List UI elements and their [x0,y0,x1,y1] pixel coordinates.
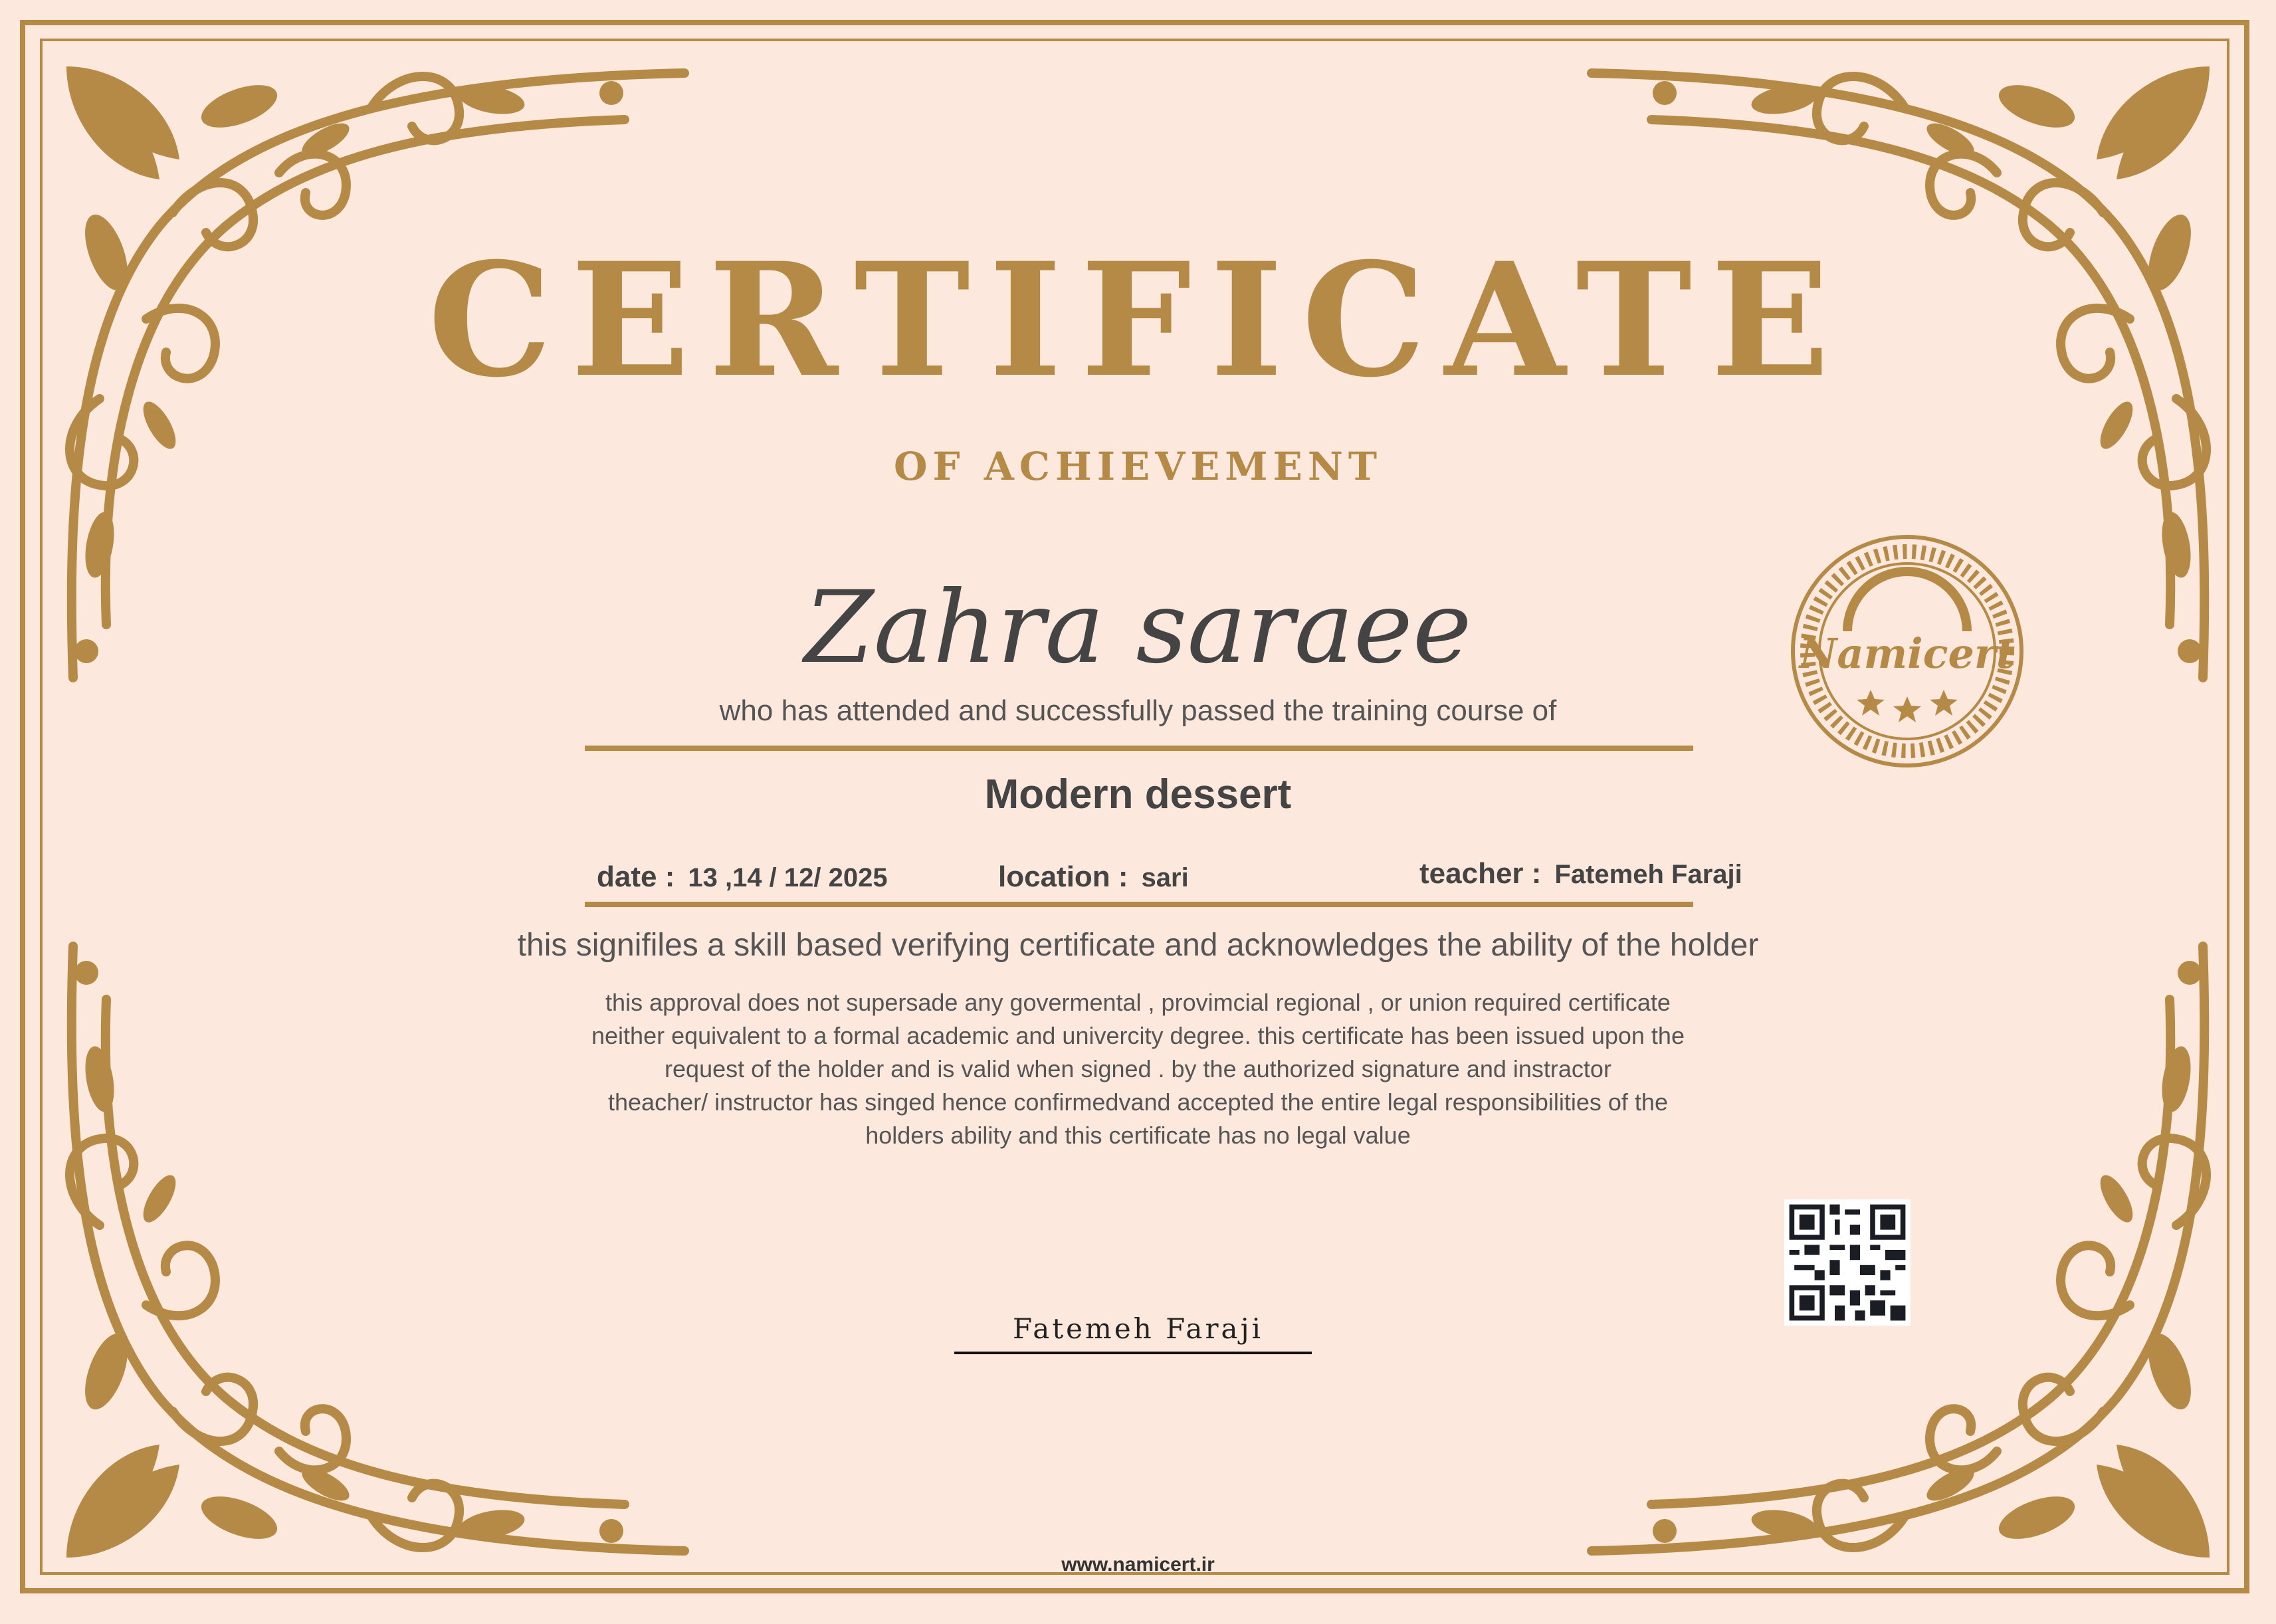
teacher-value: Fatemeh Faraji [1554,860,1742,889]
qr-code-icon[interactable] [1784,1199,1911,1326]
course-name: Modern dessert [984,771,1292,817]
date-field [597,861,888,894]
disclaimer-line: this approval does not supersade any govermental , provimcial regional , or union required certificate [605,989,1671,1016]
attended-text: who has attended and successfully passed the training course of [719,694,1557,727]
seal-brand-text: Namicert [1799,629,2016,678]
disclaimer-line: neither equivalent to a formal academic and univercity degree. this certificate has been issued upon the [591,1022,1685,1049]
certificate-subtitle: OF ACHIEVEMENT [894,444,1382,489]
teacher-field [1419,857,1742,890]
seal-stamp-icon [1788,532,2027,771]
location-label: location : [998,861,1128,893]
location-value: sari [1141,863,1189,892]
date-label: date : [597,861,675,893]
disclaimer-line: request of the holder and is valid when signed . by the authorized signature and instractor [665,1055,1611,1082]
disclaimer-line: theacher/ instructor has singed hence confirmedvand accepted the entire legal responsibilities of the [608,1088,1668,1116]
teacher-label: teacher : [1419,857,1542,890]
signifies-text: this signifiles a skill based verifying certificate and acknowledges the ability of the holder [517,928,1759,963]
signer-name: Fatemeh Faraji [1012,1312,1264,1345]
divider-line [585,746,1693,751]
divider-line [585,902,1693,907]
location-field [998,861,1189,894]
disclaimer-line: holders ability and this certificate has no legal value [865,1122,1411,1149]
recipient-name: Zahra saraee [804,570,1472,686]
website-link[interactable]: www.namicert.ir [1061,1554,1215,1575]
date-value: 13 ,14 / 12/ 2025 [688,863,888,892]
signature-line [954,1352,1312,1354]
certificate-title: CERTIFICATE [427,229,1849,412]
